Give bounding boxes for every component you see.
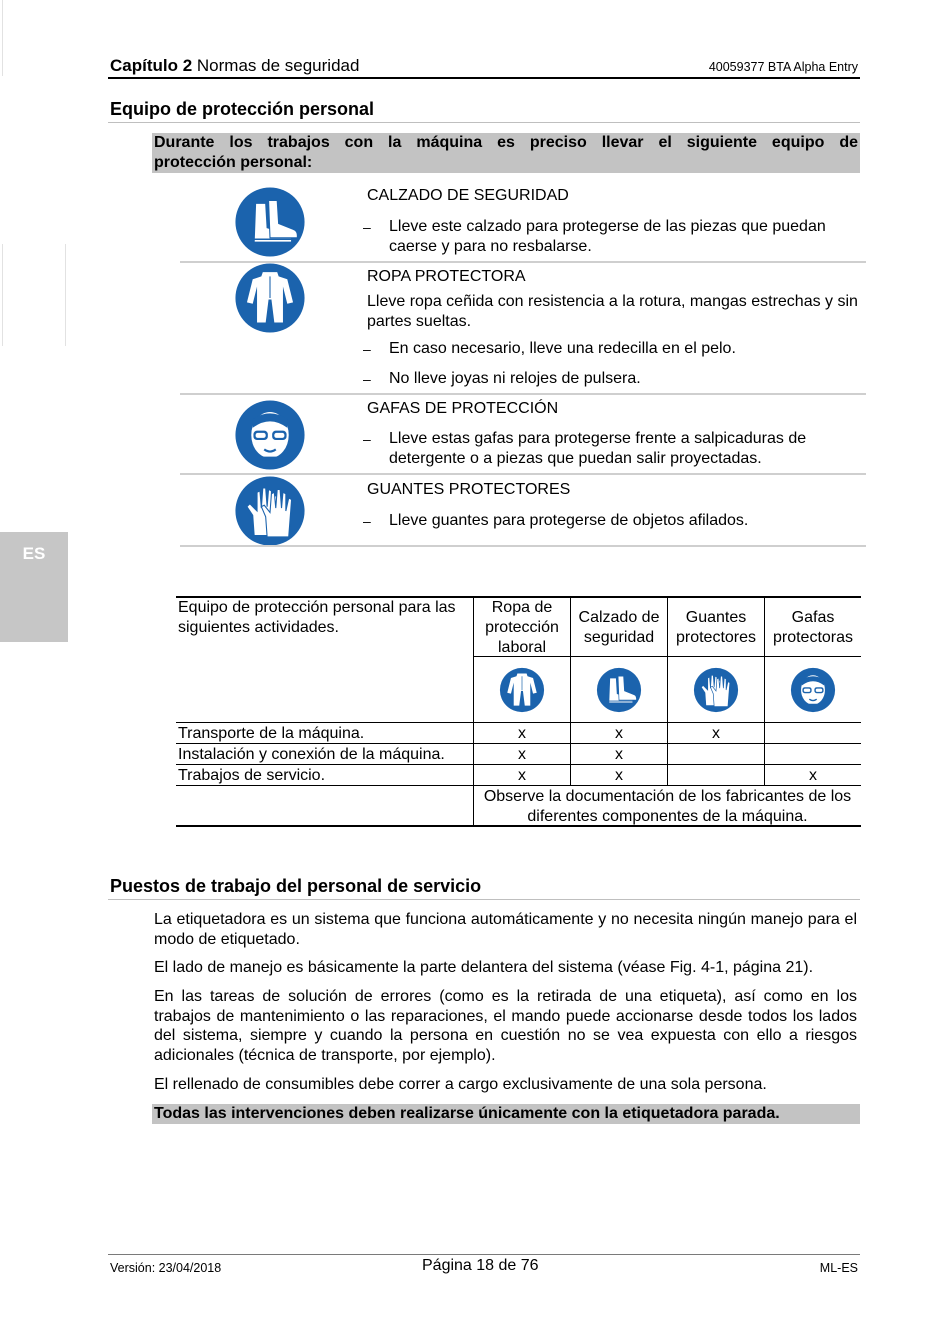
footer-version: Versión: 23/04/2018 bbox=[110, 1261, 222, 1275]
table-col-header: Ropa de protección laboral bbox=[485, 599, 559, 656]
table-cell-mark: x bbox=[518, 767, 526, 784]
ppe-item-bullet: Lleve este calzado para protegerse de las piezas que puedan caerse y para no resbalarse. bbox=[389, 218, 826, 255]
table-cell-mark: x bbox=[809, 767, 817, 784]
footer-lang-code: ML-ES bbox=[819, 1261, 858, 1275]
running-header-doc-id: 40059377 BTA Alpha Entry bbox=[708, 60, 858, 74]
page-edge-line bbox=[2, 244, 3, 346]
table-cell-mark: x bbox=[712, 725, 720, 742]
ppe-notice-line1: Durante los trabajos con la máquina es preciso llevar el siguiente equipo de bbox=[154, 134, 858, 151]
table-header-rule bbox=[473, 656, 861, 657]
table-row-activity: Trabajos de servicio. bbox=[178, 767, 326, 784]
safety-goggles-icon bbox=[790, 667, 836, 713]
ppe-item-bullet: Lleve estas gafas para protegerse frente a salpicaduras de detergente o a piezas que puedan salir proyectadas. bbox=[389, 430, 807, 467]
section-title-workstations: Puestos de trabajo del personal de servicio bbox=[110, 876, 482, 896]
row-divider bbox=[180, 545, 866, 547]
ppe-item-title: GUANTES PROTECTORES bbox=[367, 481, 571, 498]
ppe-notice-line2: protección personal: bbox=[154, 154, 313, 171]
ppe-item-bullet: Lleve guantes para protegerse de objetos afilados. bbox=[389, 512, 749, 529]
page-edge-line bbox=[2, 0, 3, 76]
bullet-dash: – bbox=[363, 431, 371, 447]
table-bottom-rule bbox=[176, 825, 861, 827]
work-notice-box bbox=[152, 1104, 860, 1124]
body-paragraph: La etiquetadora es un sistema que funciona automáticamente y no necesita ningún manejo para el modo de etiquetado. bbox=[154, 911, 857, 948]
table-col-header: Guantes protectores bbox=[675, 609, 757, 646]
body-paragraph: En las tareas de solución de errores (como es la retirada de una etiqueta), así como en los trabajos de mantenimiento o las reparaciones, el mando puede accionarse desde todos los lados del sistema, siempre y cuando la persona en cuestión no se vea expuesta con ello a riesgos adicionales (técnica de transporte, por ejemplo). bbox=[154, 988, 857, 1064]
ppe-item-bullet: En caso necesario, lleve una redecilla en el pelo. bbox=[389, 340, 736, 357]
bullet-dash: – bbox=[363, 341, 371, 357]
table-row-activity: Transporte de la máquina. bbox=[178, 725, 365, 742]
table-row-rule bbox=[176, 764, 861, 765]
footer-rule bbox=[108, 1254, 860, 1255]
section-rule bbox=[108, 122, 860, 123]
ppe-item-bullet: No lleve joyas ni relojes de pulsera. bbox=[389, 370, 641, 387]
table-note: Observe la documentación de los fabricantes de los diferentes componentes de la máquina. bbox=[483, 788, 852, 825]
footer-page-number: Página 18 de 76 bbox=[422, 1257, 539, 1274]
protective-clothing-icon bbox=[499, 667, 545, 713]
protective-gloves-icon bbox=[234, 475, 306, 547]
ppe-item-title: ROPA PROTECTORA bbox=[367, 268, 526, 285]
bullet-dash: – bbox=[363, 513, 371, 529]
body-paragraph: El rellenado de consumibles debe correr a cargo exclusivamente de una sola persona. bbox=[154, 1076, 767, 1093]
safety-boots-icon bbox=[596, 667, 642, 713]
body-paragraph: El lado de manejo es básicamente la parte delantera del sistema (véase Fig. 4-1, página 21). bbox=[154, 959, 814, 976]
safety-goggles-icon bbox=[234, 399, 306, 471]
ppe-item-title: CALZADO DE SEGURIDAD bbox=[367, 187, 569, 204]
table-row-activity: Instalación y conexión de la máquina. bbox=[178, 746, 445, 763]
ppe-item-title: GAFAS DE PROTECCIÓN bbox=[367, 400, 559, 417]
table-row-rule bbox=[176, 722, 861, 723]
table-cell-mark: x bbox=[615, 725, 623, 742]
protective-gloves-icon bbox=[693, 667, 739, 713]
table-row-rule bbox=[176, 743, 861, 744]
safety-boots-icon bbox=[234, 186, 306, 258]
work-notice-text: Todas las intervenciones deben realizarse únicamente con la etiquetadora parada. bbox=[154, 1105, 780, 1122]
table-cell-mark: x bbox=[518, 746, 526, 763]
language-tab: ES bbox=[0, 532, 68, 642]
table-col-header: Gafas protectoras bbox=[772, 609, 854, 646]
header-rule bbox=[108, 77, 860, 79]
ppe-notice-box bbox=[152, 133, 860, 173]
running-header-chapter: Capítulo 2 Normas de seguridad bbox=[110, 56, 360, 75]
page-edge-line bbox=[65, 244, 66, 346]
table-corner-label: Equipo de protección personal para las siguientes actividades. bbox=[178, 599, 456, 636]
table-cell-mark: x bbox=[615, 746, 623, 763]
section-rule bbox=[108, 899, 860, 900]
table-row-rule bbox=[176, 785, 861, 786]
protective-clothing-icon bbox=[234, 262, 306, 334]
section-title-ppe: Equipo de protección personal bbox=[110, 99, 375, 119]
ppe-item-text: Lleve ropa ceñida con resistencia a la rotura, mangas estrechas y sin partes sueltas. bbox=[367, 293, 858, 330]
table-col-header: Calzado de seguridad bbox=[578, 609, 660, 646]
table-cell-mark: x bbox=[615, 767, 623, 784]
bullet-dash: – bbox=[363, 219, 371, 235]
table-cell-mark: x bbox=[518, 725, 526, 742]
bullet-dash: – bbox=[363, 371, 371, 387]
row-divider bbox=[180, 393, 866, 395]
